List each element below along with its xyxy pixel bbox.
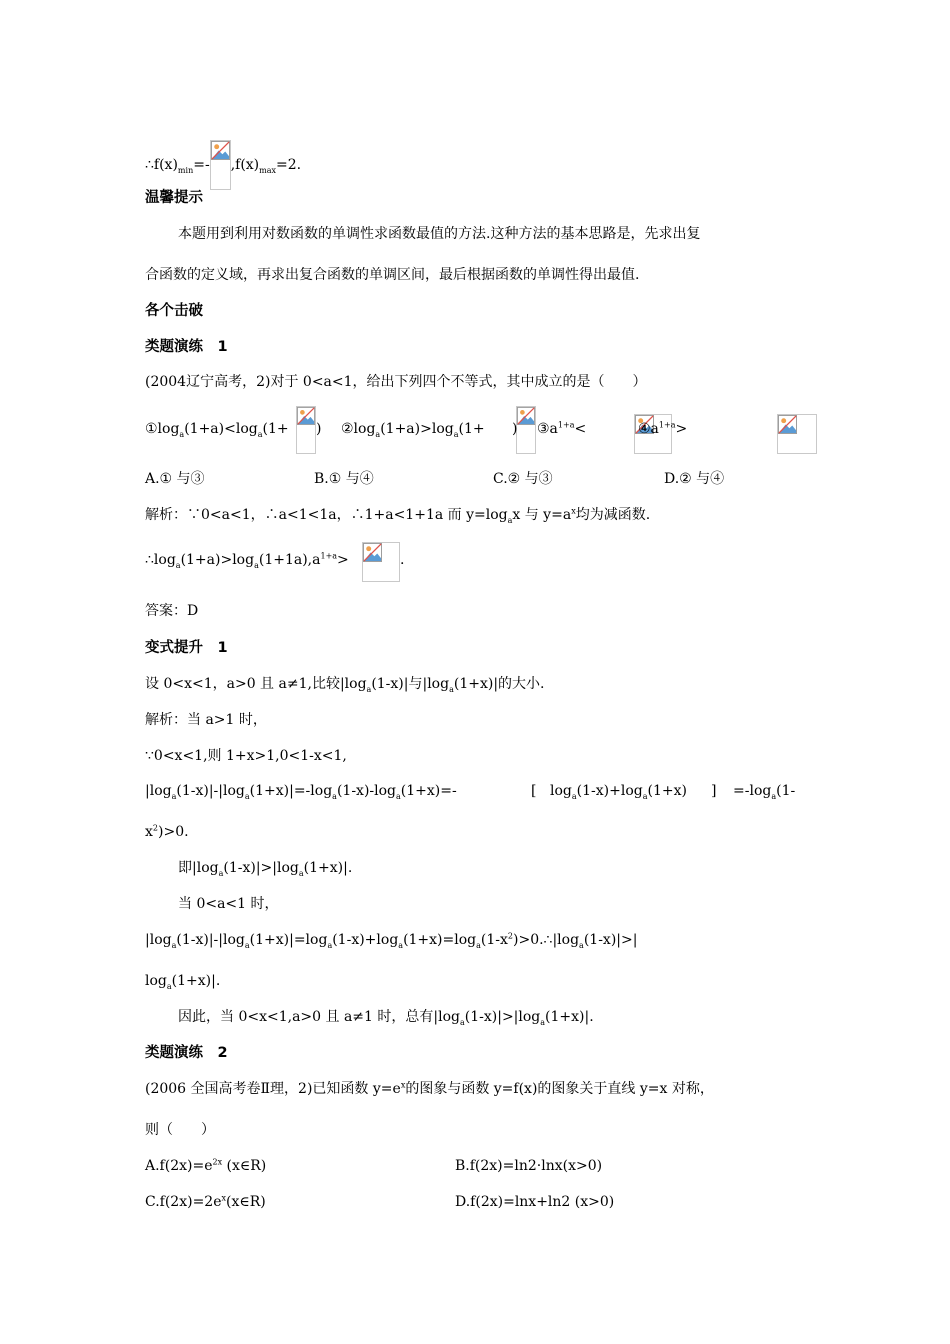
heading-exercise-2: 类题演练 2 bbox=[145, 1045, 228, 1061]
q2-option-d: D.f(2x)=lnx+ln2 (x>0) bbox=[455, 1194, 615, 1210]
option-a: A.① 与③ bbox=[145, 471, 205, 487]
variant-1-step-4: 即$|\log_a(1-x)|>|\log_a(1+x)|$. bbox=[178, 860, 353, 878]
question-1: (2004辽宁高考，2)对于 0<a<1，给出下列四个不等式，其中成立的是（ ） bbox=[145, 374, 647, 390]
option-d: D.② 与④ bbox=[664, 471, 725, 487]
variant-1-conclusion: 因此，当 0<x<1,a>0 且 a≠1 时，总有$|\log_a(1-x)|>|\log_a(1+x)|$. bbox=[178, 1009, 594, 1027]
result-line: $\therefore f(x)_{min}=-$ $,f(x)_{max}=2$. bbox=[145, 140, 301, 190]
option-c: C.② 与③ bbox=[493, 471, 553, 487]
heading-each: 各个击破 bbox=[145, 303, 203, 319]
item-4: $④a^{1+a}>$ bbox=[638, 420, 688, 437]
picture-placeholder-icon bbox=[516, 406, 536, 454]
variant-1-step-3: $|\log_a(1-x)|-|\log_a(1+x)|=-\log_a(1-x)-\log_a(1+x)=-$ [ $\log_a(1-x)+\log_a(1+x)$ ] $=-\log_a(1-$ bbox=[145, 783, 796, 801]
solution-1-conclusion: $\therefore\log_a(1+a)>\log_a(1+1a),a^{1+a}>$ . bbox=[145, 540, 445, 584]
question-2-line-1: (2006 全国高考卷Ⅱ理，2)已知函数 $y=e^x$的图象与函数 y=f(x)的图象关于直线 y=x 对称， bbox=[145, 1080, 714, 1097]
variant-1-step-6: $|\log_a(1-x)|-|\log_a(1+x)|=\log_a(1-x)+\log_a(1+x)=\log_a(1-x^2)>0.\therefore|\log_a(1-x)|>|$ bbox=[145, 931, 638, 950]
tip-paragraph-line-1: 本题用到利用对数函数的单调性求函数最值的方法.这种方法的基本思路是，先求出复 bbox=[178, 226, 701, 242]
q2-option-b: B.f(2x)=ln2·lnx(x>0) bbox=[455, 1158, 603, 1174]
tip-paragraph-line-2: 合函数的定义域，再求出复合函数的单调区间，最后根据函数的单调性得出最值. bbox=[145, 267, 640, 283]
variant-1-question: 设 0<x<1，a>0 且 a≠1,比较$|\log_a(1-x)|$与$|\log_a(1+x)|$的大小. bbox=[145, 676, 545, 694]
heading-variant-1: 变式提升 1 bbox=[145, 640, 228, 656]
picture-placeholder-icon bbox=[210, 140, 231, 190]
answer-1: 答案：D bbox=[145, 603, 199, 619]
variant-1-step-1: 解析：当 a>1 时， bbox=[145, 712, 267, 728]
heading-tip: 温馨提示 bbox=[145, 190, 203, 206]
item-1: $①\log_a(1+a)<\log_a(1+$ bbox=[145, 421, 289, 439]
heading-exercise-1: 类题演练 1 bbox=[145, 339, 228, 355]
variant-1-step-2: ∵0<x<1,则 1+x>1,0<1-x<1, bbox=[145, 748, 347, 764]
question-1-items: $①\log_a(1+a)<\log_a(1+$ ) $②\log_a(1+a)>\log_a(1+$ ) $③a^{1+a}<$ $④a^{1+a}>$ bbox=[145, 406, 765, 454]
variant-1-step-6-cont: $\log_a(1+x)|$. bbox=[145, 973, 221, 991]
variant-1-step-3-cont: $x^2)>0$. bbox=[145, 823, 189, 840]
picture-placeholder-icon bbox=[777, 414, 817, 454]
item-2: $②\log_a(1+a)>\log_a(1+$ bbox=[341, 421, 485, 439]
question-2-line-2: 则（ ） bbox=[145, 1122, 215, 1138]
q2-option-c: $C.f(2x)=2e^x(x\in R)$ bbox=[145, 1193, 266, 1210]
picture-placeholder-icon bbox=[362, 542, 400, 582]
solution-1: 解析：∵0<a<1，∴a<1<1a，∴1+a<1+1a 而 $y=\log_ax$ 与 $y=a^x$均为减函数. bbox=[145, 506, 651, 525]
item-3: $③a^{1+a}<$ bbox=[537, 420, 587, 437]
picture-placeholder-icon bbox=[296, 406, 316, 454]
q2-option-a: $A.f(2x)=e^{2x}$ (x∈R) bbox=[145, 1157, 267, 1174]
variant-1-step-5: 当 0<a<1 时， bbox=[178, 896, 279, 912]
option-b: B.① 与④ bbox=[314, 471, 374, 487]
